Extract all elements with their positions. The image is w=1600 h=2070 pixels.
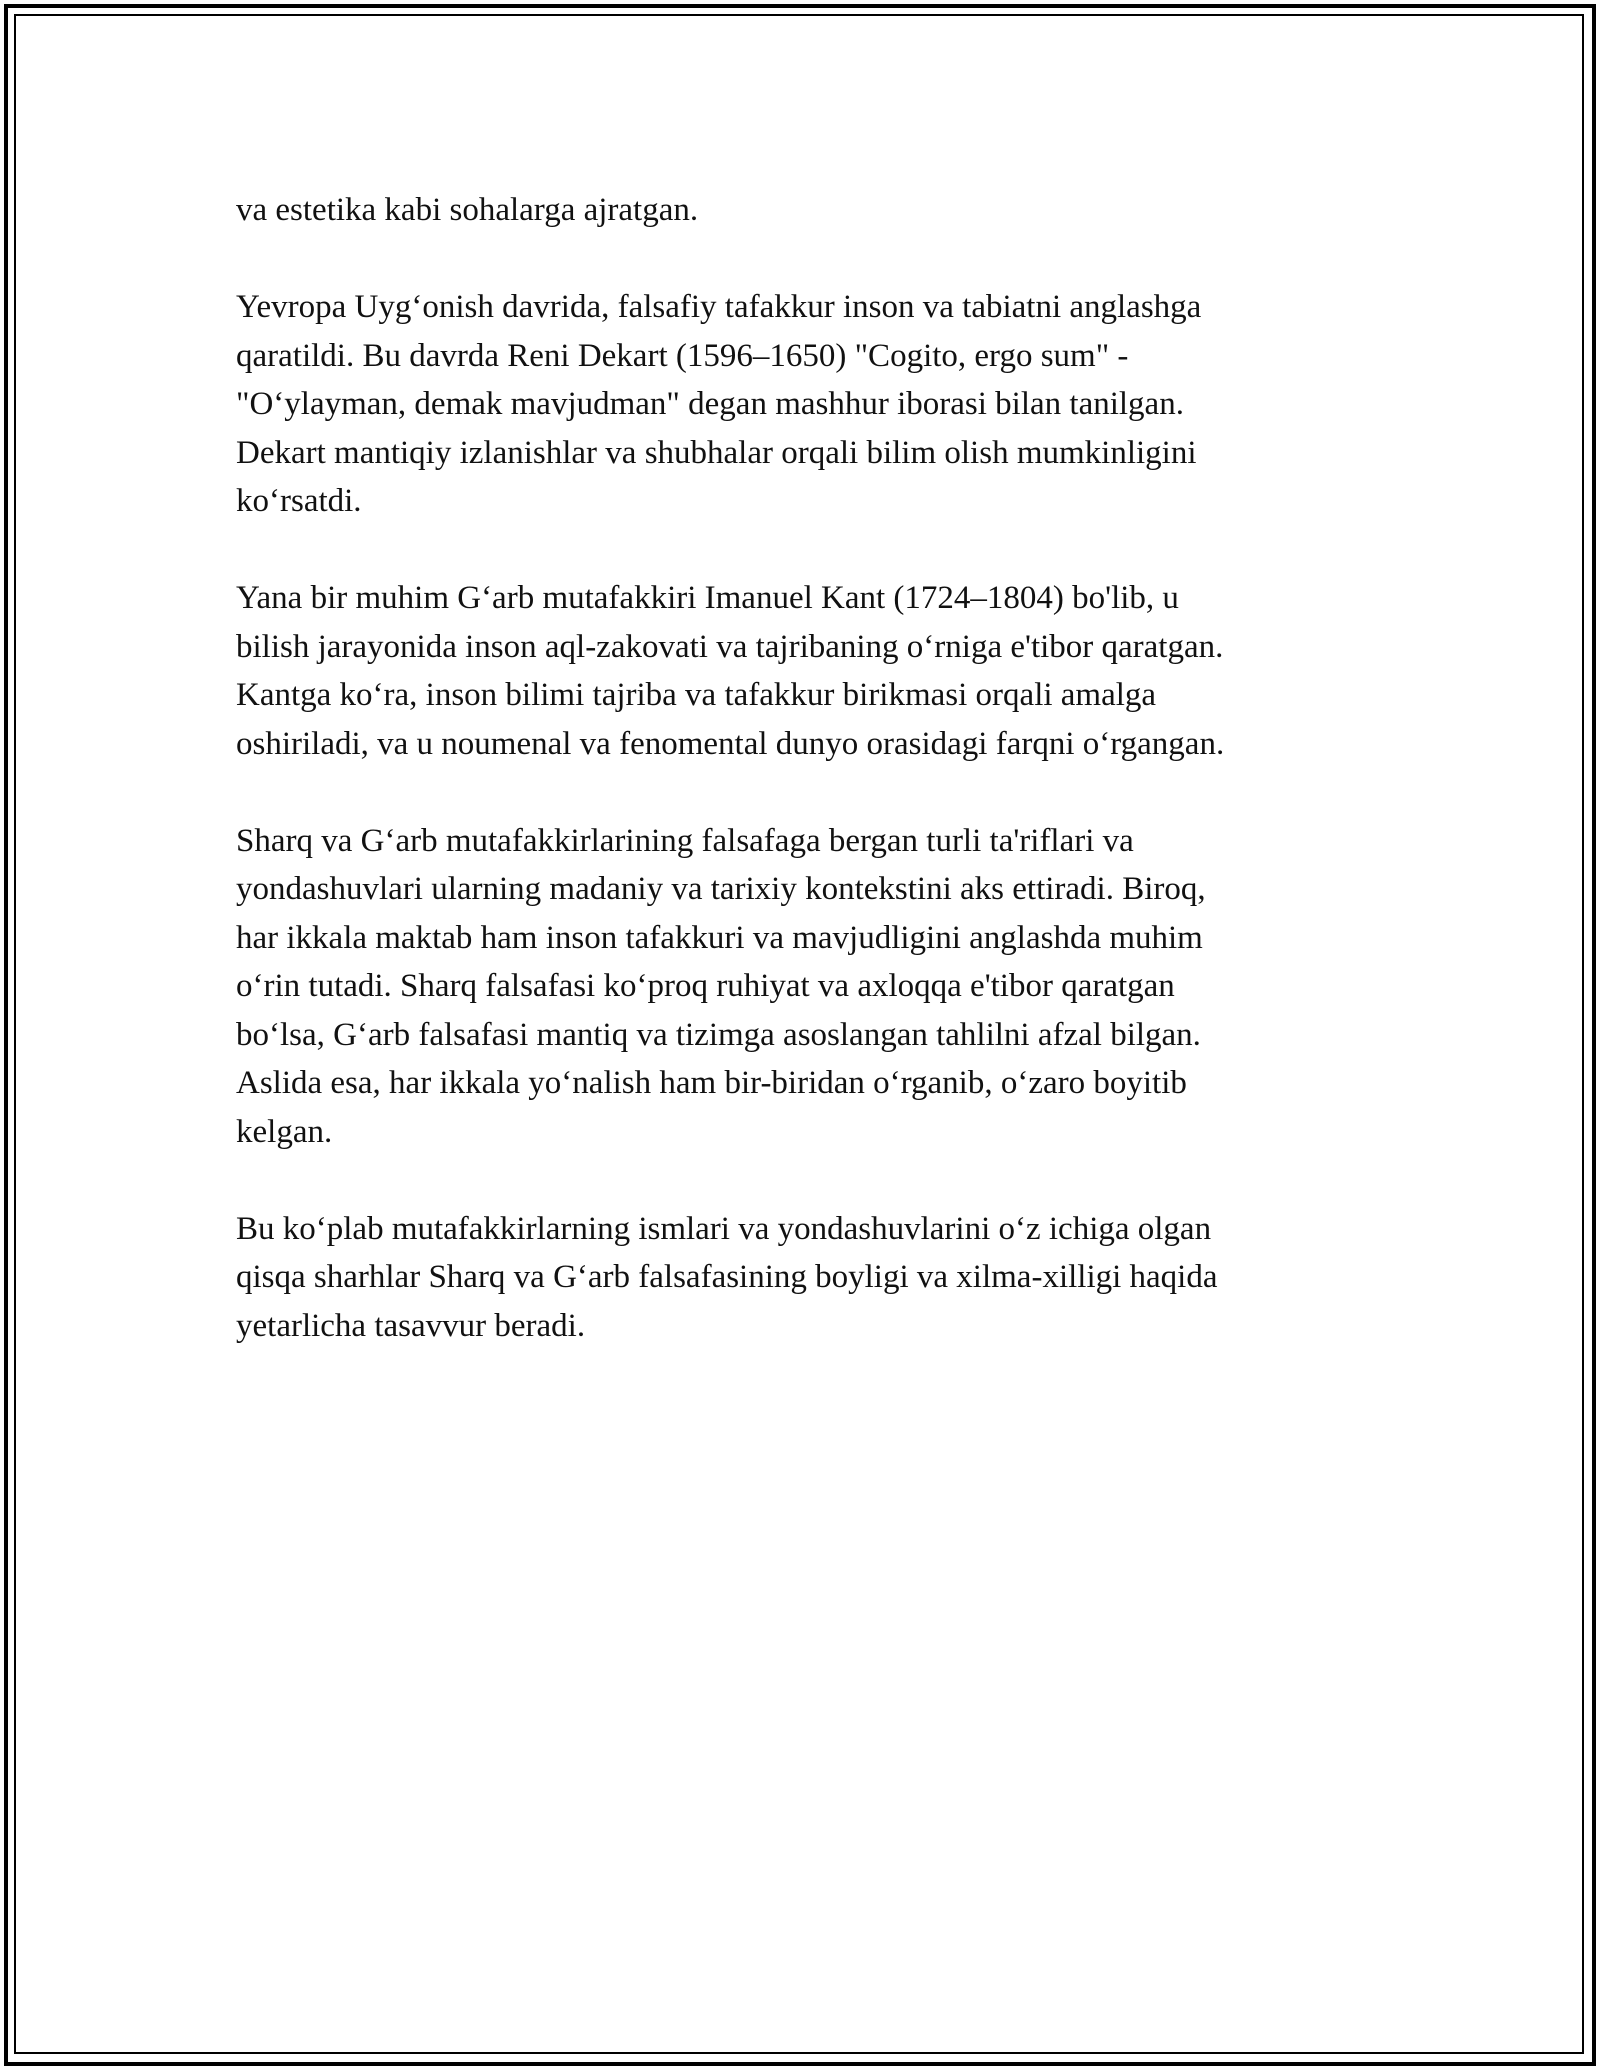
paragraph-kant: Yana bir muhim G‘arb mutafakkiri Imanuel Kant (1724–1804) bo'lib, u bilish jarayonida inson aql-zakovati va tajribaning o‘rniga e'tibor qaratgan. Kantga ko‘ra, inson bilimi tajriba va tafakkur birikmasi orqali amalga oshiriladi, va u noumenal va fenomental dunyo orasidagi farqni o‘rgangan.: [236, 580, 1225, 762]
paragraph-east-west: Sharq va G‘arb mutafakkirlarining falsafaga bergan turli ta'riflari va yondashuvlari ularning madaniy va tarixiy kontekstini aks ettiradi. Biroq, har ikkala maktab ham inson tafakkuri va mavjudligini anglashda muhim o‘rin tutadi. Sharq falsafasi ko‘proq ruhiyat va axloqqa e'tibor qaratgan bo‘lsa, G‘arb falsafasi mantiq va tizimga asoslangan tahlilni afzal bilgan. Aslida esa, har ikkala yo‘nalish ham bir-biridan o‘rganib, o‘zaro boyitib kelgan.: [236, 822, 1206, 1150]
document-body: [236, 186, 1376, 1399]
paragraph-dekart: Yevropa Uyg‘onish davrida, falsafiy tafakkur inson va tabiatni anglashga qaratildi. Bu davrda Reni Dekart (1596–1650) "Cogito, ergo sum" - "O‘ylayman, demak mavjudman" degan mashhur iborasi bilan tanilgan. Dekart mantiqiy izlanishlar va shubhalar orqali bilim olish mumkinligini ko‘rsatdi.: [236, 289, 1202, 519]
paragraph-continuation: va estetika kabi sohalarga ajratgan.: [236, 192, 699, 228]
paragraph-conclusion: Bu ko‘plab mutafakkirlarning ismlari va yondashuvlarini o‘z ichiga olgan qisqa sharhlar Sharq va G‘arb falsafasining boyligi va xilma-xilligi haqida yetarlicha tasavvur beradi.: [236, 1210, 1218, 1344]
